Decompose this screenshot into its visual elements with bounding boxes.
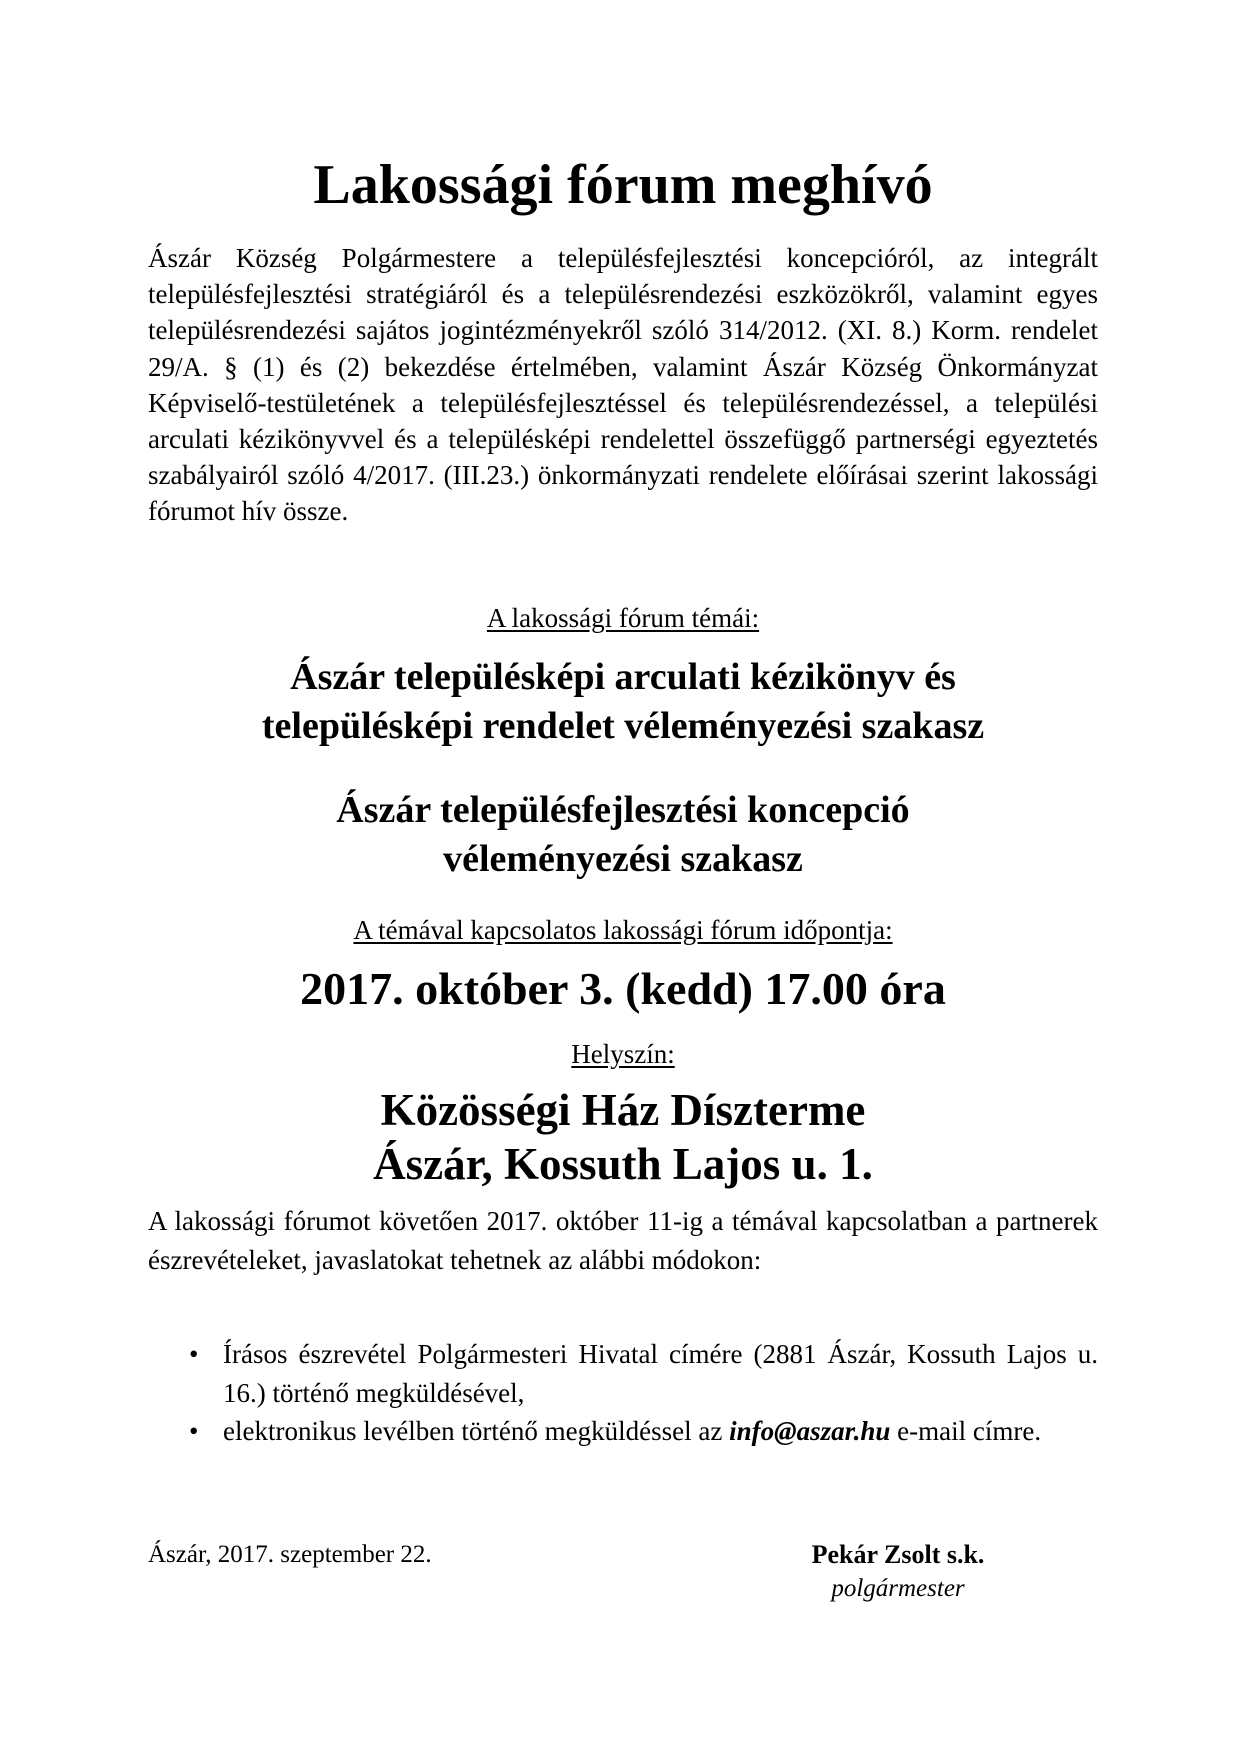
bullet-icon: • bbox=[189, 1339, 199, 1369]
venue-name: Közösségi Ház Díszterme bbox=[380, 1085, 866, 1135]
signatory-name: Pekár Zsolt s.k. bbox=[811, 1540, 985, 1569]
topic-2-line-2: véleményezési szakasz bbox=[443, 838, 803, 880]
signature-block bbox=[768, 1538, 1028, 1606]
time-label: A témával kapcsolatos lakossági fórum időpontja: bbox=[353, 915, 893, 945]
document-page bbox=[148, 0, 1098, 1754]
topic-1-line-1: Ászár településképi arculati kézikönyv és bbox=[290, 656, 956, 698]
topic-1 bbox=[148, 653, 1098, 751]
list-item-text: elektronikus levélben történő megküldéssel az bbox=[223, 1416, 723, 1446]
forum-datetime: 2017. október 3. (kedd) 17.00 óra bbox=[300, 963, 946, 1014]
submission-methods-list bbox=[148, 1335, 1098, 1451]
list-item-text: Írásos észrevétel Polgármesteri Hivatal címére (2881 Ászár, Kossuth Lajos u. 16.) történő megküldésével, bbox=[223, 1339, 1098, 1408]
venue-address: Ászár, Kossuth Lajos u. 1. bbox=[373, 1139, 873, 1189]
place-label: Helyszín: bbox=[571, 1039, 675, 1069]
topics-label: A lakossági fórum témái: bbox=[486, 603, 760, 633]
comments-paragraph: A lakossági fórumot követően 2017. október 11-ig a témával kapcsolatban a partnerek észrevételeket, javaslatokat tehetnek az alábbi módokon: bbox=[148, 1206, 1098, 1275]
topic-1-line-2: településképi rendelet véleményezési szakasz bbox=[261, 705, 985, 747]
list-item-text-end: e-mail címre. bbox=[897, 1416, 1042, 1446]
document-title: Lakossági fórum meghívó bbox=[313, 154, 933, 216]
place-and-date: Ászár, 2017. szeptember 22. bbox=[148, 1541, 432, 1568]
topic-2-line-1: Ászár településfejlesztési koncepció bbox=[336, 789, 910, 831]
bullet-icon: • bbox=[189, 1416, 199, 1446]
intro-paragraph: Ászár Község Polgármestere a településfejlesztési koncepcióról, az integrált településfejlesztési stratégiáról és a településrendezési eszközökről, valamint egyes településrendezési sajátos jogintézményekről szóló 314/2012. (XI. 8.) Korm. rendelet 29/A. § (1) és (2) bekezdése értelmében, valamint Ászár Község Önkormányzat Képviselő-testületének a településfejlesztéssel és településrendezéssel, a települési arculati kézikönyvvel és a településképi rendelettel összefüggő partnerségi egyeztetés szabályairól szóló 4/2017. (III.23.) önkormányzati rendelete előírásai szerint lakossági fórumot hív össze. bbox=[148, 243, 1098, 527]
signatory-role: polgármester bbox=[831, 1575, 965, 1602]
list-item bbox=[148, 1412, 1098, 1451]
topic-2 bbox=[148, 786, 1098, 884]
email-address: info@aszar.hu bbox=[729, 1416, 891, 1446]
venue bbox=[148, 1083, 1098, 1191]
list-item bbox=[148, 1335, 1098, 1412]
